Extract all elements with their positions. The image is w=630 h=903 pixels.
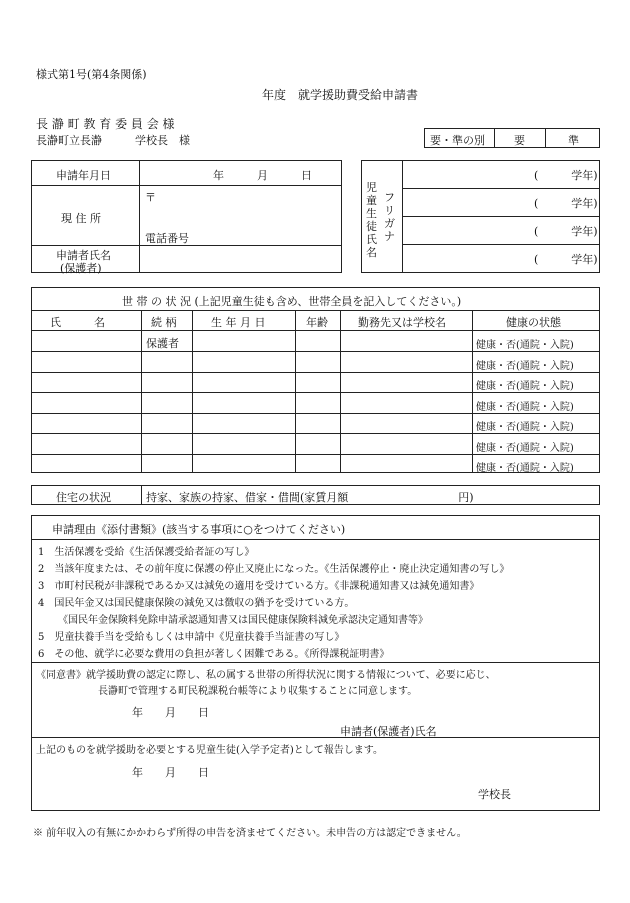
- housing-label: 住宅の状況: [56, 491, 111, 504]
- date-value[interactable]: 年 月 日: [213, 169, 312, 182]
- consent-date[interactable]: 年 月 日: [132, 706, 209, 719]
- health-option[interactable]: 健康・否(通院・入院): [476, 422, 574, 433]
- child-table: [361, 160, 600, 273]
- phone-label: 電話番号: [145, 232, 189, 245]
- report-text: 上記のものを就学援助を必要とする児童生徒(入学予定者)として報告します。: [36, 745, 384, 756]
- applicant-name-sub: (保護者): [60, 262, 102, 275]
- housing-row: [31, 485, 600, 505]
- relation-guardian: 保護者: [146, 337, 179, 350]
- addressee-principal: 長瀞町立長瀞 学校長 様: [36, 134, 190, 147]
- household-title: 世 帯 の 状 況 (上記児童生徒も含め、世帯全員を記入してください。): [122, 295, 462, 308]
- reason-item-2[interactable]: 2 当該年度または、その前年度に保護の停止又廃止になった。《生活保護停止・廃止決定通知書の写し》: [38, 564, 510, 575]
- col-health: 健康の状態: [506, 316, 561, 329]
- health-option[interactable]: 健康・否(通院・入院): [476, 463, 574, 474]
- form-title: 年度 就学援助費受給申請書: [262, 88, 419, 102]
- col-name: 氏 名: [50, 316, 105, 329]
- health-option[interactable]: 健康・否(通院・入院): [476, 381, 574, 392]
- col-workplace: 勤務先又は学校名: [358, 316, 446, 329]
- reasons-title: 申請理由《添付書類》(該当する事項に○をつけてください): [52, 523, 346, 536]
- kana-label: フリガナ: [384, 191, 395, 243]
- health-option[interactable]: 健康・否(通院・入院): [476, 340, 574, 351]
- child-row-4-grade: ( 学年): [534, 253, 598, 266]
- health-option[interactable]: 健康・否(通院・入院): [476, 361, 574, 372]
- reason-item-4[interactable]: 4 国民年金又は国民健康保険の減免又は徴収の猶予を受けている方。: [38, 598, 355, 609]
- type-option-yo[interactable]: 要: [514, 134, 525, 147]
- reason-item-4-docs: 《国民年金保険料免除申請承認通知書又は国民健康保険料減免承認決定通知書等》: [58, 615, 428, 626]
- type-option-jun[interactable]: 準: [568, 134, 579, 147]
- type-label: 要・準の別: [430, 134, 485, 147]
- health-option[interactable]: 健康・否(通院・入院): [476, 443, 574, 454]
- type-box: [424, 128, 600, 148]
- consent-text-1: 《同意書》就学援助費の認定に際し、私の属する世帯の所得状況に関する情報について、必要に応じ、: [36, 670, 496, 681]
- reason-item-3[interactable]: 3 市町村民税が非課税であるか又は減免の適用を受けている方。《非課税通知書又は減免通知書》: [38, 581, 480, 592]
- reasons-section: [31, 515, 600, 811]
- housing-value[interactable]: 持家、家族の持家、借家・借間(家賃月額 円): [146, 491, 474, 504]
- child-row-1-grade: ( 学年): [534, 169, 598, 182]
- addressee-board: 長 瀞 町 教 育 委 員 会 様: [36, 117, 175, 131]
- form-number: 様式第1号(第4条関係): [36, 68, 147, 81]
- col-relation: 続 柄: [151, 316, 177, 329]
- col-age: 年齢: [306, 316, 328, 329]
- address-label: 現 住 所: [61, 212, 101, 225]
- consent-signer[interactable]: 申請者(保護者)氏名: [340, 725, 437, 738]
- reason-item-1[interactable]: 1 生活保護を受給《生活保護受給者証の写し》: [38, 547, 255, 558]
- report-date[interactable]: 年 月 日: [132, 766, 209, 779]
- reason-item-5[interactable]: 5 児童扶養手当を受給もしくは申請中《児童扶養手当証書の写し》: [38, 632, 345, 643]
- applicant-name-label: 申請者氏名: [56, 249, 111, 262]
- col-birthdate: 生 年 月 日: [211, 316, 266, 329]
- child-name-label: 児童生徒氏名: [366, 181, 377, 259]
- postal-mark: 〒: [145, 191, 156, 204]
- health-option[interactable]: 健康・否(通院・入院): [476, 402, 574, 413]
- reason-item-6[interactable]: 6 その他、就学に必要な費用の負担が著しく困難である。《所得課税証明書》: [38, 649, 390, 660]
- child-row-2-grade: ( 学年): [534, 197, 598, 210]
- date-label: 申請年月日: [56, 169, 111, 182]
- child-row-3-grade: ( 学年): [534, 225, 598, 238]
- consent-text-2: 長瀞町で管理する町民税課税台帳等により収集することに同意します。: [98, 686, 418, 697]
- report-signer[interactable]: 学校長: [478, 788, 511, 801]
- household-table: [31, 287, 600, 473]
- footnote: ※ 前年収入の有無にかかわらず所得の申告を済ませてください。未申告の方は認定できません。: [33, 828, 467, 839]
- applicant-table: [31, 160, 342, 273]
